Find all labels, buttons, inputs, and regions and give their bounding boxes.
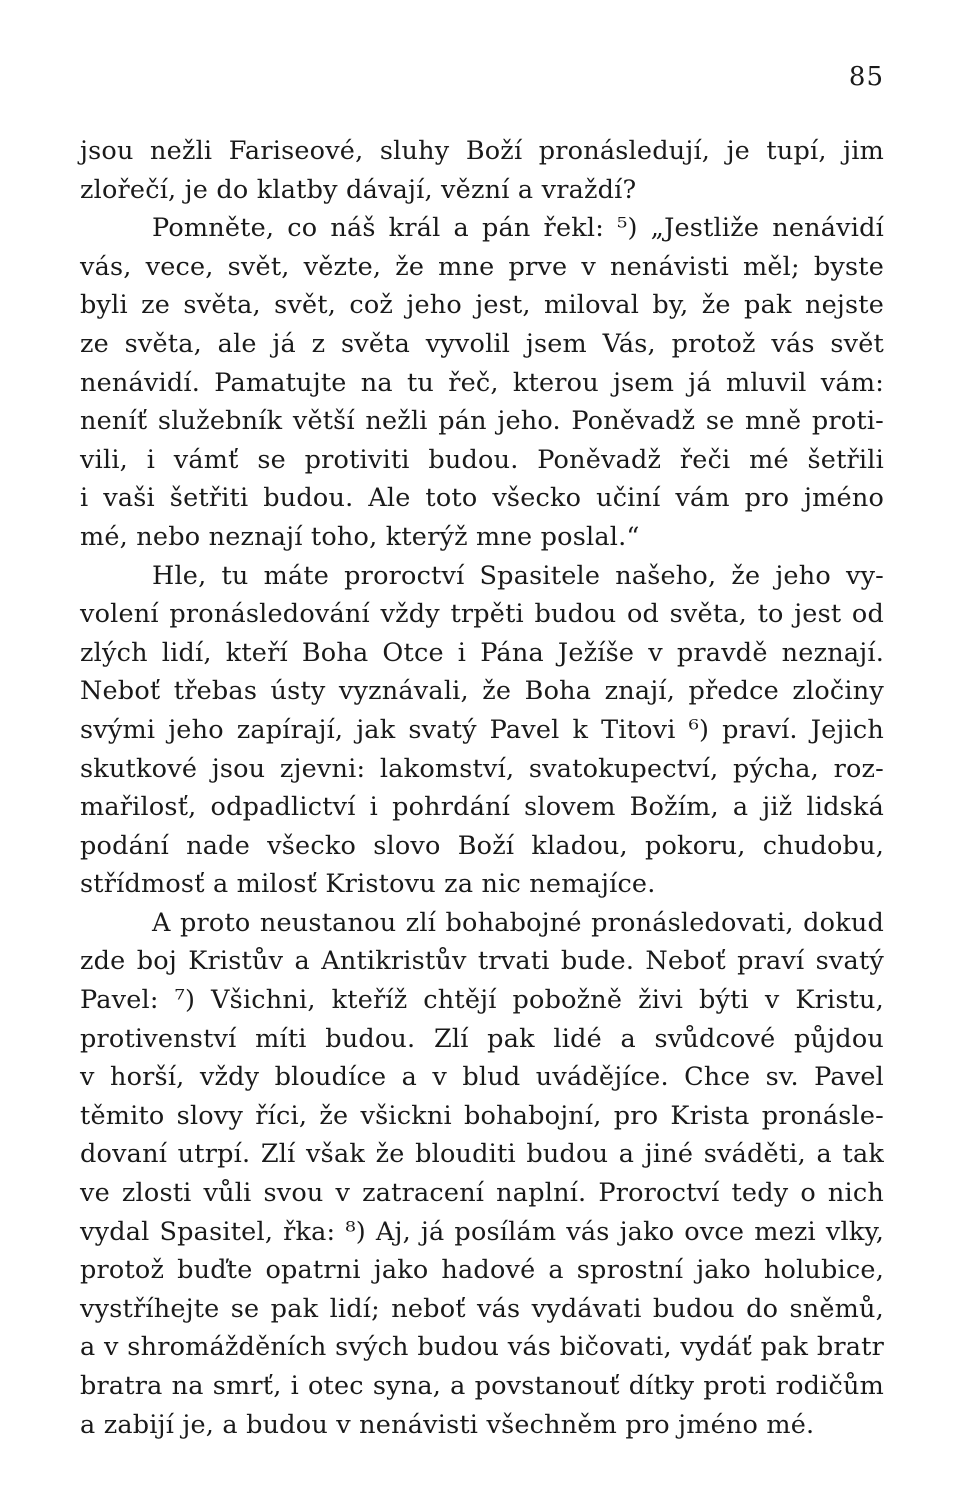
- text-line: volení pronásledování vždy trpěti budou od světa, to jest od: [80, 599, 884, 630]
- text-line: vystříhejte se pak lidí; neboť vás vydávati budou do sněmů,: [80, 1293, 884, 1324]
- text-line: a zabijí je, a budou v nenávisti všechněm pro jméno mé.: [80, 1409, 815, 1440]
- paragraph-first-line: Hle, tu máte proroctví Spasitele našeho, že jeho vy-: [152, 560, 884, 591]
- text-line: byli ze světa, svět, což jeho jest, miloval by, že pak nejste: [80, 290, 884, 321]
- text-line: zlých lidí, kteří Boha Otce i Pána Ježíše v pravdě neznají.: [80, 637, 884, 668]
- text-line: bratra na smrť, i otec syna, a povstanouť dítky proti rodičům: [80, 1371, 884, 1401]
- text-line: vás, vece, svět, vězte, že mne prve v nenávisti měl; byste: [80, 251, 884, 282]
- text-line: vydal Spasitel, řka: ⁸) Aj, já posílám vás jako ovce mezi vlky,: [80, 1216, 884, 1247]
- text-line: Neboť třebas ústy vyznávali, že Boha znají, předce zločiny: [80, 676, 884, 707]
- body-text: [80, 132, 884, 1444]
- text-line: zlořečí, je do klatby dávají, vězní a vraždí?: [80, 174, 637, 205]
- text-line: a v shromážděních svých budou vás bičovati, vydáť pak bratr: [80, 1332, 884, 1363]
- text-line: mařilosť, odpadlictví i pohrdání slovem Božím, a již lidská: [80, 792, 884, 823]
- text-line: svými jeho zapírají, jak svatý Pavel k Titovi ⁶) praví. Jejich: [80, 714, 884, 745]
- text-line: v horší, vždy bloudíce a v blud uvádějíce. Chce sv. Pavel: [80, 1062, 884, 1093]
- text-line: nenávidí. Pamatujte na tu řeč, kterou jsem já mluvil vám:: [80, 367, 884, 398]
- paragraph-first-line: Pomněte, co náš král a pán řekl: ⁵) „Jestliže nenávidí: [152, 213, 884, 244]
- text-line: protož buďte opatrni jako hadové a sprostní jako holubice,: [80, 1255, 884, 1286]
- page-number: 85: [848, 62, 884, 92]
- text-line: podání nade všecko slovo Boží kladou, pokoru, chudobu,: [80, 830, 884, 861]
- text-line: ze světa, ale já z světa vyvolil jsem Vás, protož vás svět: [80, 328, 884, 359]
- text-line: střídmosť a milosť Kristovu za nic nemajíce.: [80, 869, 656, 900]
- text-line: mé, nebo neznají toho, kterýž mne poslal.“: [80, 521, 640, 552]
- text-line: těmito slovy říci, že všickni bohabojní, pro Krista pronásle-: [80, 1100, 884, 1131]
- text-line: protivenství míti budou. Zlí pak lidé a svůdcové půjdou: [80, 1023, 884, 1054]
- text-line: neníť služebník větší nežli pán jeho. Poněvadž se mně proti-: [80, 406, 884, 437]
- text-line: skutkové jsou zjevni: lakomství, svatokupectví, pýcha, roz-: [80, 753, 884, 784]
- text-line: ve zlosti vůli svou v zatracení naplní. Proroctví tedy o nich: [80, 1178, 884, 1209]
- text-line: jsou nežli Fariseové, sluhy Boží pronásledují, je tupí, jim: [80, 136, 884, 166]
- text-line: Pavel: ⁷) Všichni, kteříž chtějí pobožně živi býti v Kristu,: [80, 985, 884, 1016]
- text-line: dovaní utrpí. Zlí však že blouditi budou a jiné sváděti, a tak: [80, 1139, 884, 1170]
- text-line: i vaši šetřiti budou. Ale toto všecko učiní vám pro jméno: [80, 483, 884, 514]
- text-line: vili, i vámť se protiviti budou. Poněvadž řeči mé šetřili: [80, 444, 884, 475]
- paragraph-first-line: A proto neustanou zlí bohabojné pronásledovati, dokud: [152, 907, 884, 938]
- text-line: zde boj Kristův a Antikristův trvati bude. Neboť praví svatý: [80, 946, 884, 977]
